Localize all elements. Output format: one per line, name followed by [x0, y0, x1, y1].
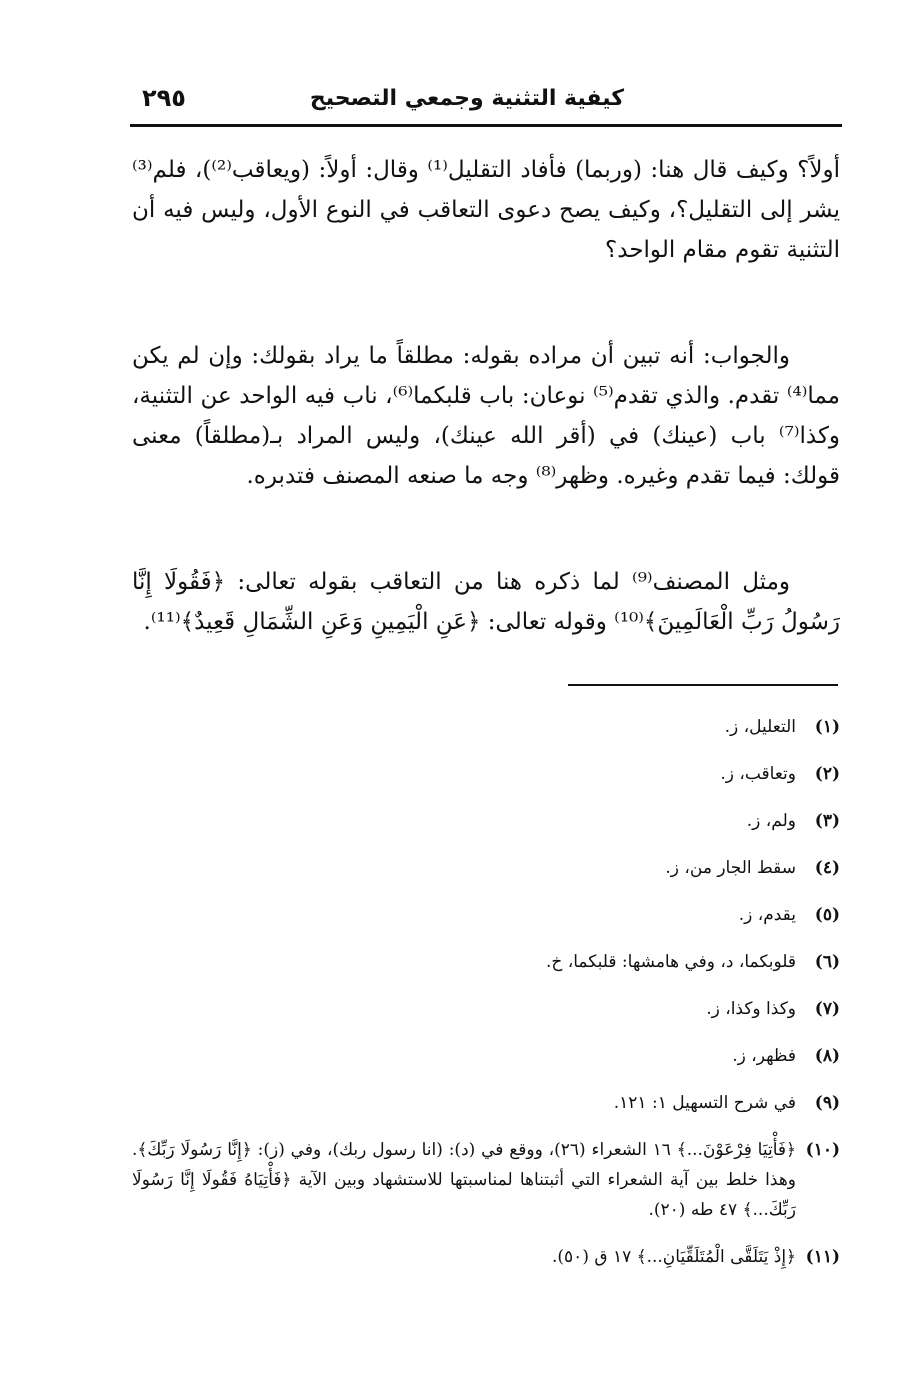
footnote-text: ﴿فَأْتِيَا فِرْعَوْنَ...﴾ ١٦ الشعراء (٢٦)، ووقع في (د): (انا رسول ربك)، وفي (ز): ﴿إِنَّا رَسُولَا رَبِّكَ﴾. وهذا خلط بين آية الشعراء التي أثبتناها لمناسبتها للاستشهاد وبين الآية ﴿فَأْتِيَاهُ فَقُولَا إِنَّا رَسُولَا رَبِّكَ...﴾ ٤٧ طه (٢٠). [132, 1140, 796, 1220]
body-paragraph-1: أولاً؟ وكيف قال هنا: (وربما) فأفاد التقليل⁽¹⁾ وقال: أولاً: (ويعاقب⁽²⁾)، فلم⁽³⁾ يشر إلى التقليل؟، وكيف يصح دعوى التعاقب في النوع الأول، وليس فيه أن التثنية تقوم مقام الواحد؟ [132, 157, 841, 263]
footnote-1 [132, 712, 840, 742]
footnote-9 [132, 1088, 840, 1118]
footnote-5 [132, 900, 840, 930]
footnote-2 [132, 759, 840, 789]
footnote-8 [132, 1041, 840, 1071]
footnote-separator [568, 684, 838, 686]
footnote-number: (٩) [814, 1093, 840, 1113]
footnote-number: (٣) [814, 811, 840, 831]
footnote-text: ﴿إِذْ يَتَلَقَّى الْمُتَلَقِّيَانِ...﴾ ١٧ ق (٥٠). [552, 1247, 796, 1267]
footnote-10 [132, 1135, 840, 1225]
page-header [128, 82, 842, 122]
footnote-4 [132, 853, 840, 883]
footnote-3 [132, 806, 840, 836]
footnote-number: (٤) [814, 858, 840, 878]
header-rule [130, 124, 842, 127]
footnote-number: (١) [814, 717, 840, 737]
footnote-text: ولم، ز. [746, 811, 796, 831]
footnote-text: التعليل، ز. [724, 717, 796, 737]
page-number: ٢٩٥ [142, 84, 186, 112]
footnotes [132, 712, 840, 1289]
footnote-text: قلوبكما، د، وفي هامشها: قلبكما، خ. [545, 952, 796, 972]
footnote-6 [132, 947, 840, 977]
footnote-number: (٧) [814, 999, 840, 1019]
footnote-text: وتعاقب، ز. [720, 764, 796, 784]
footnote-text: وكذا وكذا، ز. [706, 999, 796, 1019]
footnote-text: في شرح التسهيل ١: ١٢١. [613, 1093, 796, 1113]
footnote-7 [132, 994, 840, 1024]
body-paragraph-3: ومثل المصنف⁽⁹⁾ لما ذكره هنا من التعاقب بقوله تعالى: ﴿فَقُولَا إِنَّا رَسُولُ رَبِّ الْعَالَمِينَ﴾⁽¹⁰⁾ وقوله تعالى: ﴿عَنِ الْيَمِينِ وَعَنِ الشِّمَالِ قَعِيدٌ﴾⁽¹¹⁾. [132, 569, 840, 635]
footnote-number: (١٠) [805, 1140, 840, 1160]
footnote-11 [132, 1242, 840, 1272]
footnote-number: (١١) [805, 1247, 840, 1267]
footnote-number: (٥) [814, 905, 840, 925]
footnote-text: سقط الجار من، ز. [665, 858, 796, 878]
body-paragraph-2: والجواب: أنه تبين أن مراده بقوله: مطلقاً ما يراد بقولك: وإن لم يكن مما⁽⁴⁾ تقدم. والذي تقدم⁽⁵⁾ نوعان: باب قلبكما⁽⁶⁾، ناب فيه الواحد عن التثنية، وكذا⁽⁷⁾ باب (عينك) في (أقر الله عينك)، وليس المراد بـ(مطلقاً) معنى قولك: فيما تقدم وغيره. وظهر⁽⁸⁾ وجه ما صنعه المصنف فتدبره. [132, 343, 840, 489]
footnote-text: فظهر، ز. [732, 1046, 796, 1066]
footnote-number: (٦) [814, 952, 840, 972]
footnote-number: (٨) [814, 1046, 840, 1066]
footnote-number: (٢) [814, 764, 840, 784]
running-title: كيفية التثنية وجمعي التصحيح [309, 86, 624, 111]
footnote-text: يقدم، ز. [738, 905, 796, 925]
